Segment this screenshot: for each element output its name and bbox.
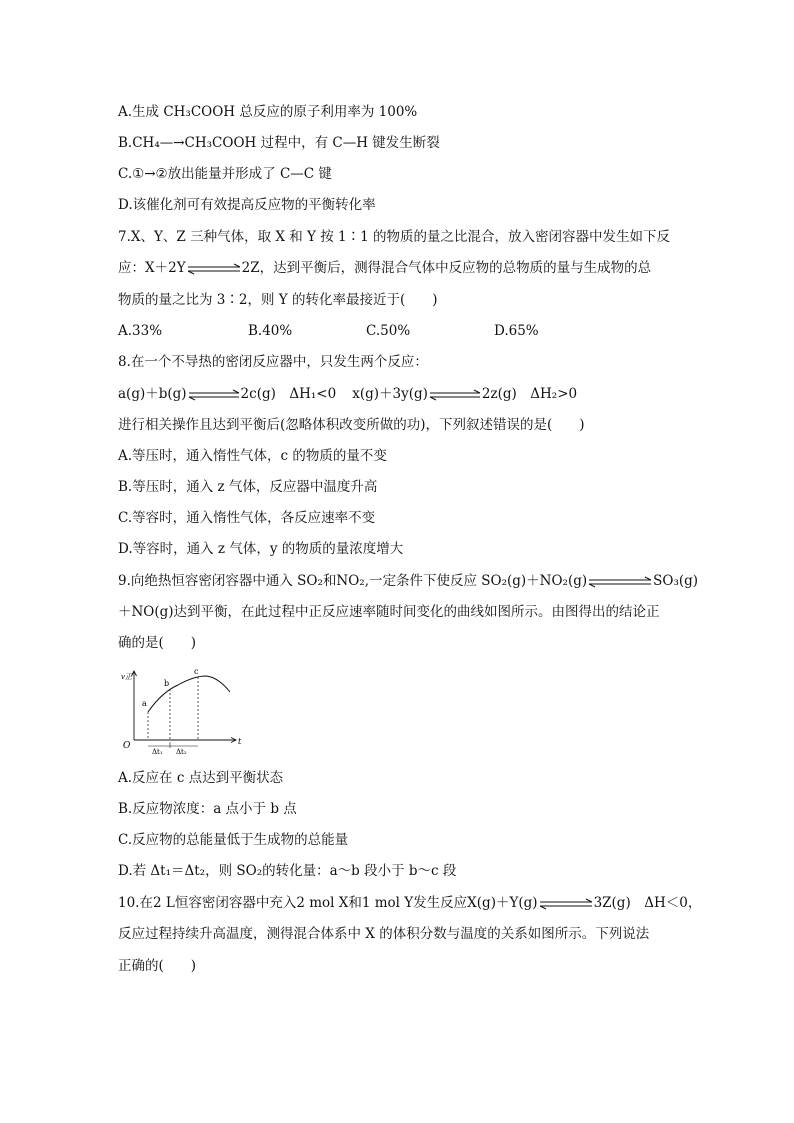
q10-reaction-left: 10.在2 L恒容密闭容器中充入2 mol X和1 mol Y发生反应X(g)＋Y(g) — [118, 895, 538, 911]
q9-stem-line2: ＋NO(g)达到平衡，在此过程中正反应速率随时间变化的曲线如图所示。由图得出的结论正 — [118, 604, 660, 620]
point-a-label: a — [142, 699, 147, 708]
q8-option-b: B.等压时，通入 z 气体，反应器中温度升高 — [118, 479, 378, 495]
q8-reaction1-left: a(g)＋b(g) — [118, 386, 187, 402]
equilibrium-arrow-icon — [538, 898, 594, 910]
q8-option-c: C.等容时，通入惰性气体，各反应速率不变 — [118, 510, 376, 526]
equilibrium-arrow-icon — [187, 389, 241, 401]
q8-option-a: A.等压时，通入惰性气体，c 的物质的量不变 — [118, 448, 387, 464]
origin-label: O — [123, 741, 131, 751]
equilibrium-arrow-icon — [587, 576, 653, 588]
q8-reactions — [118, 385, 577, 403]
q10-stem-line1 — [118, 894, 701, 912]
equilibrium-arrow-icon — [428, 389, 482, 401]
q9-stem-line3: 确的是( ) — [118, 635, 197, 651]
q6-option-a: A.生成 CH₃COOH 总反应的原子利用率为 100% — [118, 104, 418, 120]
q8-option-d: D.等容时，通入 z 气体，y 的物质的量浓度增大 — [118, 541, 404, 557]
q9-stem-line1 — [118, 572, 698, 590]
q10-stem-line3: 正确的( ) — [118, 958, 197, 974]
q7-option-b: B.40% — [248, 323, 293, 339]
q6-option-b: B.CH₄—→CH₃COOH 过程中，有 C—H 键发生断裂 — [118, 135, 440, 151]
q7-option-d: D.65% — [494, 323, 539, 339]
q9-option-c: C.反应物的总能量低于生成物的总能量 — [118, 832, 349, 848]
q7-stem-line2 — [118, 259, 651, 277]
q7-stem-line3: 物质的量之比为 3∶2，则 Y 的转化率最接近于( ) — [118, 292, 438, 308]
delta-t2-label: Δt₂ — [176, 748, 187, 754]
q9-option-a: A.反应在 c 点达到平衡状态 — [118, 770, 284, 786]
q8-reaction1-right: 2c(g) ΔH₁<0 — [240, 386, 337, 402]
q8-stem-line1: 8.在一个不导热的密闭反应器中，只发生两个反应： — [118, 354, 428, 370]
q9-option-d: D.若 Δt₁＝Δt₂，则 SO₂的转化量：a～b 段小于 b～c 段 — [118, 863, 457, 879]
q7-option-a: A.33% — [118, 323, 163, 339]
q7-reaction-right: 2Z，达到平衡后，测得混合气体中反应物的总物质的量与生成物的总 — [241, 260, 652, 276]
rate-curve — [148, 676, 230, 712]
x-axis-label: t — [238, 737, 242, 746]
point-c-label: c — [194, 668, 199, 676]
q9-option-b: B.反应物浓度：a 点小于 b 点 — [118, 801, 297, 817]
q7-option-c: C.50% — [366, 323, 411, 339]
q6-option-d: D.该催化剂可有效提高反应物的平衡转化率 — [118, 197, 376, 213]
q10-reaction-right: 3Z(g) ΔH＜0， — [593, 895, 702, 911]
q7-stem-line1: 7.X、Y、Z 三种气体，取 X 和 Y 按 1∶1 的物质的量之比混合，放入密闭容器中发生如下反 — [118, 229, 671, 245]
q6-option-c: C.①→②放出能量并形成了 C—C 键 — [118, 166, 332, 182]
q8-reaction2-right: 2z(g) ΔH₂>0 — [481, 386, 578, 402]
q8-stem-line2: 进行相关操作且达到平衡后(忽略体积改变所做的功)，下列叙述错误的是( ) — [118, 417, 585, 433]
equilibrium-arrow-icon — [186, 263, 242, 275]
q9-reaction-left: 9.向绝热恒容密闭容器中通入 SO₂和NO₂,一定条件下使反应 SO₂(g)＋NO₂(g) — [118, 573, 588, 589]
q10-stem-line2: 反应过程持续升高温度，测得混合体系中 X 的体积分数与温度的关系如图所示。下列说法 — [118, 926, 650, 942]
point-b-label: b — [164, 679, 170, 688]
q9-reaction-right: SO₃(g) — [653, 573, 699, 589]
q8-reaction2-left: x(g)＋3y(g) — [352, 386, 428, 402]
delta-t1-label: Δt₁ — [152, 748, 163, 754]
q7-reaction-left: 应：X＋2Y — [118, 260, 186, 276]
rate-time-graph — [118, 668, 248, 754]
y-axis-label: v正 — [121, 673, 132, 681]
